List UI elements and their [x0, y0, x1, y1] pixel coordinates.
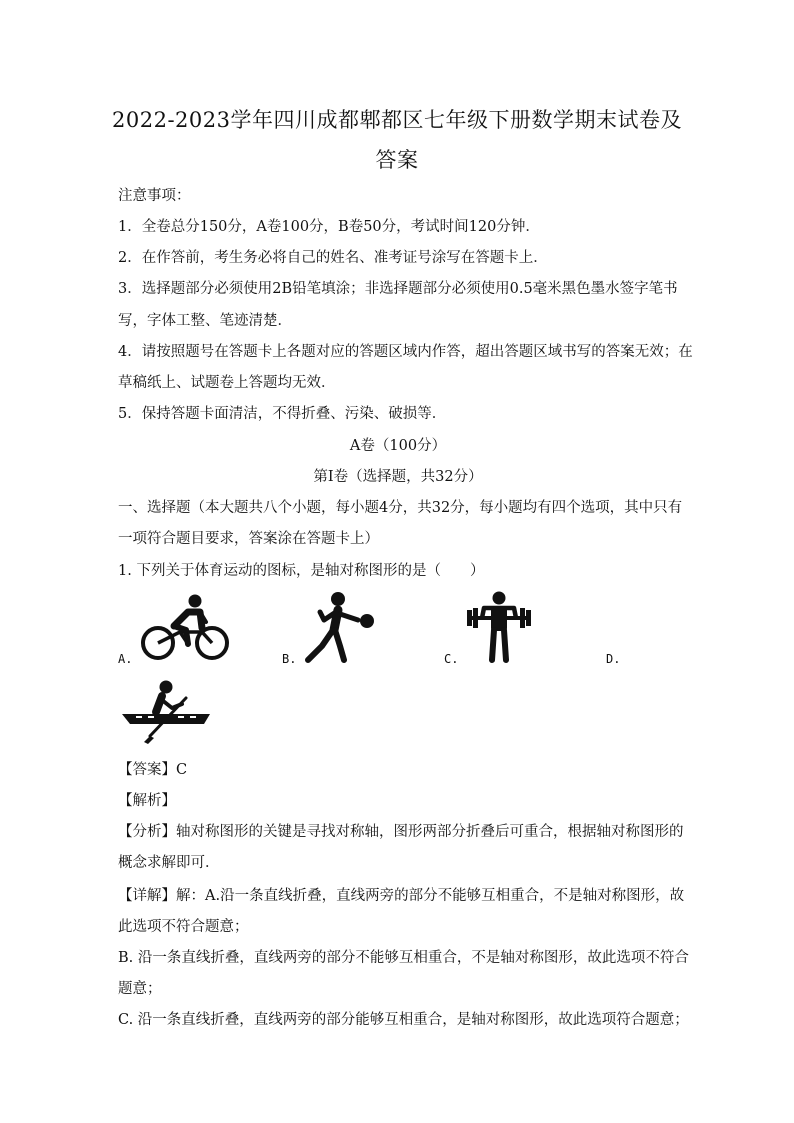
notice-item-5: 5．保持答题卡面清洁，不得折叠、污染、破损等．	[118, 406, 447, 422]
fenxi-line-2: 概念求解即可．	[118, 855, 220, 871]
notice-item-3: 3．选择题部分必须使用2B铅笔填涂；非选择题部分必须使用0.5毫米黑色墨水签字笔书	[118, 281, 678, 297]
part1-heading: 第Ⅰ卷（选择题，共32分）	[313, 469, 483, 485]
title-line-1: 2022-2023学年四川成都郫都区七年级下册数学期末试卷及	[112, 108, 682, 132]
document-title	[110, 100, 684, 180]
option-b-explanation-1: B. 沿一条直线折叠，直线两旁的部分不能够互相重合，不是轴对称图形，故此选项不符合	[118, 950, 689, 966]
option-c-label: C.	[444, 652, 459, 666]
option-b-label: B.	[282, 652, 297, 666]
table-tennis-icon	[300, 590, 380, 664]
weightlifting-icon	[464, 590, 534, 664]
rowing-icon	[120, 678, 212, 744]
a-volume-heading: A卷（100分）	[349, 438, 447, 454]
option-d-label: D.	[606, 652, 621, 666]
notice-item-4: 4．请按照题号在答题卡上各题对应的答题区域内作答，超出答题区域书写的答案无效；在	[118, 344, 693, 360]
notice-item-4-cont: 草稿纸上、试题卷上答题均无效．	[118, 375, 336, 391]
xiangjie-line-1: 【详解】解：A.沿一条直线折叠，直线两旁的部分不能够互相重合，不是轴对称图形，故	[118, 888, 685, 904]
option-c-explanation-1: C. 沿一条直线折叠，直线两旁的部分能够互相重合，是轴对称图形，故此选项符合题意；	[118, 1012, 689, 1028]
choice-intro-2: 一项符合题目要求，答案涂在答题卡上）	[118, 531, 379, 547]
title-line-2: 答案	[375, 148, 419, 172]
option-a-label: A.	[118, 652, 133, 666]
notice-item-1: 1．全卷总分150分，A卷100分，B卷50分，考试时间120分钟．	[118, 219, 540, 235]
cycling-icon	[140, 592, 232, 662]
notice-heading: 注意事项：	[118, 188, 191, 204]
analysis-heading: 【解析】	[118, 793, 176, 809]
notice-item-3-cont: 写，字体工整、笔迹清楚．	[118, 313, 292, 329]
xiangjie-line-2: 此选项不符合题意；	[118, 919, 249, 935]
notice-item-2: 2．在作答前，考生务必将自己的姓名、准考证号涂写在答题卡上．	[118, 250, 548, 266]
question-1-stem: 1. 下列关于体育运动的图标，是轴对称图形的是（ ）	[118, 563, 485, 579]
answer-line: 【答案】C	[118, 762, 188, 778]
option-b-explanation-2: 题意；	[118, 981, 162, 997]
fenxi-line-1: 【分析】轴对称图形的关键是寻找对称轴，图形两部分折叠后可重合，根据轴对称图形的	[118, 824, 684, 840]
choice-intro-1: 一、选择题（本大题共八个小题，每小题4分，共32分，每小题均有四个选项，其中只有	[118, 500, 683, 516]
